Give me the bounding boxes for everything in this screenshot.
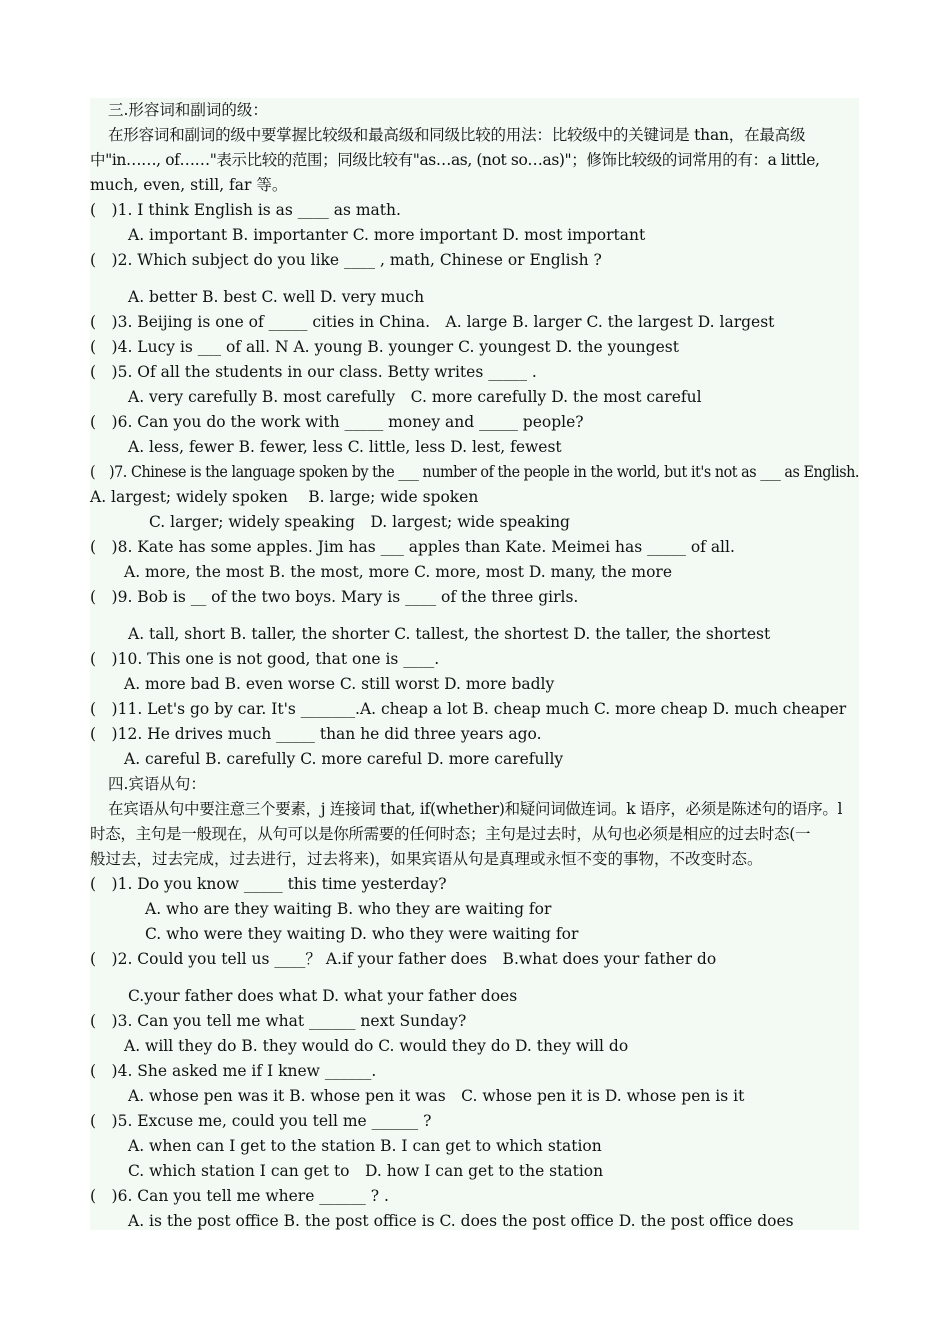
question: ( )11. Let's go by car. It's _______.A. cheap a lot B. cheap much C. more cheap D. much cheaper [90,700,847,718]
answer-options: A. tall, short B. taller, the shorter C. tallest, the shortest D. the taller, the shortest [128,625,771,643]
question: ( )12. He drives much _____ than he did three years ago. [90,725,542,743]
section-intro: much, even, still, far 等。 [90,176,288,194]
answer-options: A. will they do B. they would do C. would they do D. they will do [124,1037,629,1055]
answer-options: A. who are they waiting B. who they are waiting for [145,900,552,918]
section-heading: 四.宾语从句： [108,775,206,793]
answer-options: A. more bad B. even worse C. still worst D. more badly [124,675,555,693]
worksheet [90,98,859,1230]
answer-options: C. which station I can get to D. how I can get to the station [128,1162,604,1180]
answer-options: A. more, the most B. the most, more C. more, most D. many, the more [124,563,673,581]
question: ( )1. Do you know _____ this time yesterday? [90,875,447,893]
question: ( )3. Can you tell me what ______ next Sunday? [90,1012,467,1030]
question: ( )7. Chinese is the language spoken by the ___ number of the people in the world, but it's not as ___ as English. [90,463,859,481]
section-intro: 般过去，过去完成，过去进行，过去将来)，如果宾语从句是真理或永恒不变的事物，不改变时态。 [90,850,763,868]
answer-options: A. careful B. carefully C. more careful D. more carefully [124,750,564,768]
answer-options: A. largest; widely spoken B. large; wide spoken [90,488,479,506]
question: ( )1. I think English is as ____ as math. [90,201,401,219]
question: ( )5. Excuse me, could you tell me ______ ? [90,1112,432,1130]
answer-options: A. better B. best C. well D. very much [128,288,425,306]
question: ( )8. Kate has some apples. Jim has ___ apples than Kate. Meimei has _____ of all. [90,538,735,556]
question: ( )10. This one is not good, that one is ____. [90,650,440,668]
section-intro: 中"in……, of……"表示比较的范围；同级比较有"as…as, (not so…as)"；修饰比较级的词常用的有：a little, [90,151,820,169]
question: ( )6. Can you do the work with _____ money and _____ people? [90,413,584,431]
answer-options: C. larger; widely speaking D. largest; wide speaking [149,513,570,531]
section-intro: 时态，主句是一般现在，从句可以是你所需要的任何时态；主句是过去时，从句也必须是相应的过去时态(一 [90,825,811,843]
answer-options: C. who were they waiting D. who they were waiting for [145,925,579,943]
section-intro: 在形容词和副词的级中要掌握比较级和最高级和同级比较的用法：比较级中的关键词是 than，在最高级 [108,126,806,144]
question: ( )4. Lucy is ___ of all. N A. young B. younger C. youngest D. the youngest [90,338,679,356]
question: ( )2. Could you tell us ____？ A.if your father does B.what does your father do [90,950,717,968]
answer-options: A. when can I get to the station B. I can get to which station [128,1137,602,1155]
answer-options: A. important B. importanter C. more important D. most important [128,226,646,244]
question: ( )6. Can you tell me where ______ ? . [90,1187,389,1205]
answer-options: A. less, fewer B. fewer, less C. little, less D. lest, fewest [128,438,562,456]
question: ( )5. Of all the students in our class. Betty writes _____ . [90,363,537,381]
question: ( )2. Which subject do you like ____ , math, Chinese or English ? [90,251,602,269]
answer-options: C.your father does what D. what your father does [128,987,518,1005]
question: ( )4. She asked me if I knew ______. [90,1062,377,1080]
answer-options: A. is the post office B. the post office is C. does the post office D. the post office does [128,1212,794,1230]
section-intro: 在宾语从句中要注意三个要素，j 连接词 that, if(whether)和疑问词做连词。k 语序，必须是陈述句的语序。l [108,800,843,818]
answer-options: A. very carefully B. most carefully C. more carefully D. the most careful [128,388,702,406]
question: ( )9. Bob is __ of the two boys. Mary is ____ of the three girls. [90,588,579,606]
section-heading: 三.形容词和副词的级： [108,101,268,119]
answer-options: A. whose pen was it B. whose pen it was C. whose pen it is D. whose pen is it [128,1087,745,1105]
question: ( )3. Beijing is one of _____ cities in China. A. large B. larger C. the largest D. largest [90,313,775,331]
